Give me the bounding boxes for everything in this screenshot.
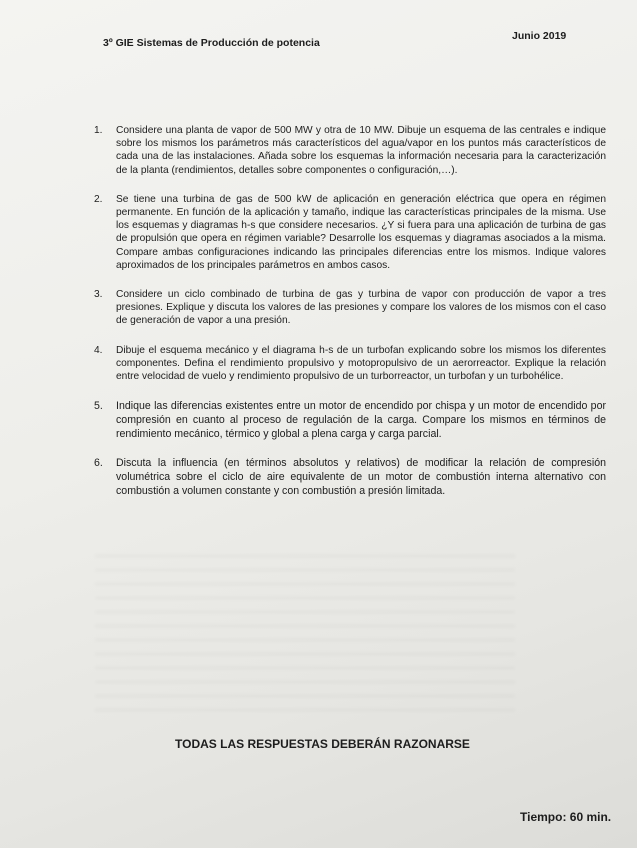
question-item xyxy=(86,456,606,498)
question-item xyxy=(86,288,606,328)
question-text: Se tiene una turbina de gas de 500 kW de aplicación en generación eléctrica que opera en régimen permanente. En función de la aplicación y tamaño, indique las características principales de la misma. Use los esquemas y diagramas h-s que considere necesarios. ¿Y si fuera para una aplicación de turbina de gas de propulsión que opera en régimen variable? Desarrolle los esquemas y diagramas asociados a la misma. Compare ambas configuraciones indicando las principales diferencias entre los mismos. Indique valores aproximados de los principales parámetros en ambos casos. xyxy=(116,193,606,271)
question-text: Considere una planta de vapor de 500 MW y otra de 10 MW. Dibuje un esquema de las centrales e indique sobre los mismos los parámetros más característicos del agua/vapor en los puntos más característicos de cada una de las instalaciones. Añada sobre los esquemas la información necesaria para la caracterización de la planta (rendimientos, detalles sobre componentes o configuración,…). xyxy=(116,125,606,176)
question-number: 4. xyxy=(94,344,103,356)
question-item xyxy=(86,399,606,441)
reasoning-note: TODAS LAS RESPUESTAS DEBERÁN RAZONARSE xyxy=(175,737,470,751)
exam-date: Junio 2019 xyxy=(512,30,567,42)
reverse-side-bleed-through xyxy=(95,555,515,715)
question-item xyxy=(86,344,606,384)
question-number: 6. xyxy=(94,457,103,470)
question-item xyxy=(86,193,606,272)
question-text: Dibuje el esquema mecánico y el diagrama h-s de un turbofan explicando sobre los mismos los diferentes componentes. Defina el rendimiento propulsivo y motopropulsivo de un aerorreactor. Explique la relación entre velocidad de vuelo y rendimiento propulsivo de un turborreactor, un turbofan y un turbohélice. xyxy=(116,344,606,383)
question-text: Discuta la influencia (en términos absolutos y relativos) de modificar la relación de compresión volumétrica sobre el ciclo de aire equivalente de un motor de combustión interna alternativo con combustión a volumen constante y con combustión a presión limitada. xyxy=(116,457,606,498)
question-number: 5. xyxy=(94,400,103,413)
question-number: 1. xyxy=(94,125,103,136)
question-item xyxy=(86,124,606,177)
question-text: Indique las diferencias existentes entre un motor de encendido por chispa y un motor de encendido por compresión en cuanto al proceso de regulación de la carga. Compare los mismos en términos de rendimiento mecánico, térmico y global a plena carga y carga parcial. xyxy=(116,400,606,441)
course-title: 3º GIE Sistemas de Producción de potencia xyxy=(103,37,320,49)
question-number: 3. xyxy=(94,289,103,301)
time-limit: Tiempo: 60 min. xyxy=(520,810,612,824)
question-number: 2. xyxy=(94,193,103,205)
question-text: Considere un ciclo combinado de turbina de gas y turbina de vapor con producción de vapor a tres presiones. Explique y discuta los valores de las presiones y compare los valores de los mismos con el caso de generación de vapor a una presión. xyxy=(116,289,606,327)
question-list xyxy=(86,124,606,498)
